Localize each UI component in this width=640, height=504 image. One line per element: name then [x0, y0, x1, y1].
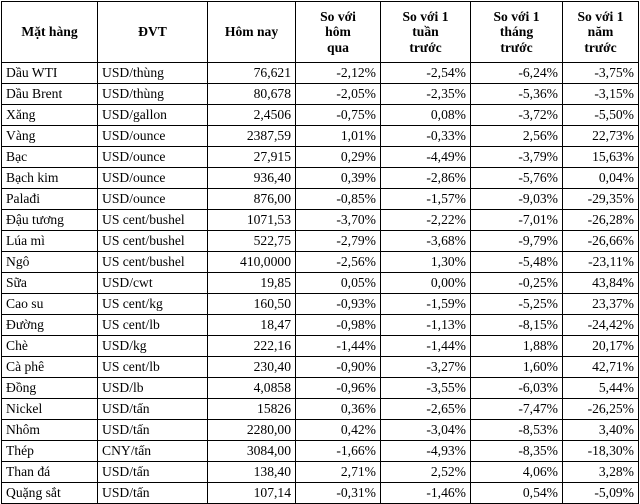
change-vs-yesterday: -0,93%: [296, 294, 381, 315]
change-vs-1-year: -26,28%: [563, 210, 639, 231]
unit-cell: USD/thùng: [98, 63, 208, 84]
change-vs-1-month: -8,53%: [471, 420, 563, 441]
change-vs-1-month: -3,72%: [471, 105, 563, 126]
change-vs-yesterday: -2,12%: [296, 63, 381, 84]
change-vs-yesterday: -0,75%: [296, 105, 381, 126]
change-vs-yesterday: -2,05%: [296, 84, 381, 105]
header-so-voi-1-nam: [563, 2, 639, 63]
table-row: [2, 420, 639, 441]
change-vs-1-year: 22,73%: [563, 126, 639, 147]
change-vs-yesterday: -0,96%: [296, 378, 381, 399]
header-line: trước: [409, 39, 442, 55]
change-vs-1-week: -1,59%: [381, 294, 471, 315]
change-vs-1-month: -7,01%: [471, 210, 563, 231]
price-today: 107,14: [208, 483, 296, 504]
table-row: [2, 63, 639, 84]
table-row: [2, 210, 639, 231]
change-vs-1-year: 15,63%: [563, 147, 639, 168]
commodity-name: Dầu WTI: [2, 63, 98, 84]
change-vs-yesterday: 0,29%: [296, 147, 381, 168]
change-vs-1-week: -3,55%: [381, 378, 471, 399]
change-vs-1-year: -5,09%: [563, 483, 639, 504]
change-vs-1-week: -1,57%: [381, 189, 471, 210]
header-line: Mặt hàng: [21, 24, 78, 40]
header-line: So với 1: [577, 8, 624, 24]
commodity-name: Xăng: [2, 105, 98, 126]
change-vs-1-year: -26,66%: [563, 231, 639, 252]
price-today: 936,40: [208, 168, 296, 189]
change-vs-1-week: -3,68%: [381, 231, 471, 252]
change-vs-1-month: -8,35%: [471, 441, 563, 462]
change-vs-1-year: -18,30%: [563, 441, 639, 462]
change-vs-1-month: -9,03%: [471, 189, 563, 210]
change-vs-1-year: 23,37%: [563, 294, 639, 315]
change-vs-1-year: -3,75%: [563, 63, 639, 84]
change-vs-1-week: -3,04%: [381, 420, 471, 441]
change-vs-1-month: -6,24%: [471, 63, 563, 84]
change-vs-1-year: -3,15%: [563, 84, 639, 105]
unit-cell: US cent/bushel: [98, 252, 208, 273]
commodity-name: Ngô: [2, 252, 98, 273]
price-today: 1071,53: [208, 210, 296, 231]
unit-cell: USD/tấn: [98, 462, 208, 483]
table-row: [2, 399, 639, 420]
commodity-name: Đậu tương: [2, 210, 98, 231]
price-today: 4,0858: [208, 378, 296, 399]
price-today: 222,16: [208, 336, 296, 357]
change-vs-yesterday: -1,66%: [296, 441, 381, 462]
change-vs-1-month: -0,25%: [471, 273, 563, 294]
unit-cell: USD/ounce: [98, 168, 208, 189]
header-line: So với: [320, 8, 356, 24]
price-today: 522,75: [208, 231, 296, 252]
change-vs-yesterday: -1,44%: [296, 336, 381, 357]
change-vs-yesterday: -0,90%: [296, 357, 381, 378]
header-hom-nay: [208, 2, 296, 63]
price-today: 15826: [208, 399, 296, 420]
change-vs-yesterday: -0,85%: [296, 189, 381, 210]
change-vs-1-month: -8,15%: [471, 315, 563, 336]
change-vs-1-year: -26,25%: [563, 399, 639, 420]
price-today: 876,00: [208, 189, 296, 210]
commodity-name: Palađi: [2, 189, 98, 210]
change-vs-1-month: 1,88%: [471, 336, 563, 357]
commodity-name: Than đá: [2, 462, 98, 483]
change-vs-1-month: -5,25%: [471, 294, 563, 315]
header-line: So với 1: [493, 8, 540, 24]
change-vs-1-month: -5,48%: [471, 252, 563, 273]
change-vs-1-week: -2,22%: [381, 210, 471, 231]
change-vs-1-year: 42,71%: [563, 357, 639, 378]
change-vs-1-week: -4,49%: [381, 147, 471, 168]
table-row: [2, 273, 639, 294]
commodity-name: Chè: [2, 336, 98, 357]
table-row: [2, 231, 639, 252]
change-vs-1-month: -6,03%: [471, 378, 563, 399]
change-vs-1-month: -3,79%: [471, 147, 563, 168]
commodity-name: Quặng sắt: [2, 483, 98, 504]
change-vs-1-month: 1,60%: [471, 357, 563, 378]
change-vs-1-year: 3,28%: [563, 462, 639, 483]
unit-cell: USD/tấn: [98, 483, 208, 504]
header-so-voi-1-thang: [471, 2, 563, 63]
unit-cell: USD/tấn: [98, 399, 208, 420]
price-today: 410,0000: [208, 252, 296, 273]
unit-cell: USD/ounce: [98, 147, 208, 168]
change-vs-yesterday: 0,39%: [296, 168, 381, 189]
header-line: hôm: [325, 24, 351, 40]
change-vs-yesterday: 0,42%: [296, 420, 381, 441]
price-today: 230,40: [208, 357, 296, 378]
header-line: qua: [327, 39, 349, 55]
header-line: trước: [500, 39, 533, 55]
change-vs-1-year: -5,50%: [563, 105, 639, 126]
table-row: [2, 294, 639, 315]
price-today: 76,621: [208, 63, 296, 84]
unit-cell: USD/kg: [98, 336, 208, 357]
table-row: [2, 315, 639, 336]
header-mat-hang: [2, 2, 98, 63]
change-vs-1-week: 0,00%: [381, 273, 471, 294]
price-today: 160,50: [208, 294, 296, 315]
commodity-name: Vàng: [2, 126, 98, 147]
header-dvt: [98, 2, 208, 63]
change-vs-yesterday: 1,01%: [296, 126, 381, 147]
price-today: 18,47: [208, 315, 296, 336]
change-vs-1-week: 2,52%: [381, 462, 471, 483]
change-vs-yesterday: 0,05%: [296, 273, 381, 294]
change-vs-1-week: -3,27%: [381, 357, 471, 378]
unit-cell: USD/lb: [98, 378, 208, 399]
header-line: So với 1: [402, 8, 449, 24]
table-row: [2, 378, 639, 399]
header-line: năm: [587, 24, 614, 40]
table-body: [2, 63, 639, 504]
unit-cell: USD/thùng: [98, 84, 208, 105]
table-row: [2, 168, 639, 189]
header-line: ĐVT: [138, 24, 167, 40]
change-vs-1-month: 2,56%: [471, 126, 563, 147]
unit-cell: US cent/bushel: [98, 210, 208, 231]
change-vs-1-week: -2,35%: [381, 84, 471, 105]
change-vs-1-year: 3,40%: [563, 420, 639, 441]
change-vs-1-year: 20,17%: [563, 336, 639, 357]
header-line: trước: [584, 39, 617, 55]
change-vs-1-week: -1,13%: [381, 315, 471, 336]
unit-cell: USD/tấn: [98, 420, 208, 441]
table-row: [2, 336, 639, 357]
change-vs-1-week: -1,44%: [381, 336, 471, 357]
commodity-name: Đường: [2, 315, 98, 336]
change-vs-1-month: -5,76%: [471, 168, 563, 189]
change-vs-1-week: -2,65%: [381, 399, 471, 420]
change-vs-yesterday: 0,36%: [296, 399, 381, 420]
change-vs-yesterday: -2,79%: [296, 231, 381, 252]
table-row: [2, 84, 639, 105]
price-today: 19,85: [208, 273, 296, 294]
unit-cell: US cent/kg: [98, 294, 208, 315]
header-line: tháng: [499, 24, 534, 40]
table-row: [2, 441, 639, 462]
change-vs-1-year: 5,44%: [563, 378, 639, 399]
table-row: [2, 357, 639, 378]
table-row: [2, 105, 639, 126]
unit-cell: US cent/lb: [98, 357, 208, 378]
price-today: 138,40: [208, 462, 296, 483]
change-vs-yesterday: -2,56%: [296, 252, 381, 273]
header-row: [2, 2, 639, 63]
change-vs-1-month: 4,06%: [471, 462, 563, 483]
header-so-voi-hom-qua: [296, 2, 381, 63]
price-today: 2280,00: [208, 420, 296, 441]
unit-cell: USD/ounce: [98, 126, 208, 147]
commodity-name: Bạc: [2, 147, 98, 168]
price-today: 3084,00: [208, 441, 296, 462]
commodity-name: Cao su: [2, 294, 98, 315]
commodity-name: Lúa mì: [2, 231, 98, 252]
price-today: 27,915: [208, 147, 296, 168]
commodity-price-table: [1, 1, 639, 504]
table-row: [2, 462, 639, 483]
unit-cell: USD/cwt: [98, 273, 208, 294]
commodity-name: Cà phê: [2, 357, 98, 378]
price-today: 2,4506: [208, 105, 296, 126]
unit-cell: US cent/bushel: [98, 231, 208, 252]
commodity-name: Thép: [2, 441, 98, 462]
change-vs-1-month: -9,79%: [471, 231, 563, 252]
change-vs-1-year: 0,04%: [563, 168, 639, 189]
unit-cell: USD/gallon: [98, 105, 208, 126]
header-line: Hôm nay: [224, 24, 279, 40]
commodity-name: Sữa: [2, 273, 98, 294]
change-vs-1-week: -2,86%: [381, 168, 471, 189]
change-vs-yesterday: -0,98%: [296, 315, 381, 336]
change-vs-1-year: 43,84%: [563, 273, 639, 294]
change-vs-1-week: -2,54%: [381, 63, 471, 84]
change-vs-1-year: -29,35%: [563, 189, 639, 210]
table-row: [2, 252, 639, 273]
commodity-name: Đồng: [2, 378, 98, 399]
change-vs-1-year: -24,42%: [563, 315, 639, 336]
change-vs-1-week: -4,93%: [381, 441, 471, 462]
table-row: [2, 189, 639, 210]
change-vs-1-month: -7,47%: [471, 399, 563, 420]
change-vs-1-week: -0,33%: [381, 126, 471, 147]
change-vs-1-month: 0,54%: [471, 483, 563, 504]
change-vs-1-week: 0,08%: [381, 105, 471, 126]
commodity-name: Dầu Brent: [2, 84, 98, 105]
table-row: [2, 126, 639, 147]
change-vs-1-month: -5,36%: [471, 84, 563, 105]
change-vs-1-week: 1,30%: [381, 252, 471, 273]
commodity-name: Nhôm: [2, 420, 98, 441]
change-vs-1-year: -23,11%: [563, 252, 639, 273]
table-row: [2, 147, 639, 168]
unit-cell: USD/ounce: [98, 189, 208, 210]
price-today: 2387,59: [208, 126, 296, 147]
table-row: [2, 483, 639, 504]
commodity-name: Nickel: [2, 399, 98, 420]
header-so-voi-1-tuan: [381, 2, 471, 63]
unit-cell: US cent/lb: [98, 315, 208, 336]
change-vs-yesterday: -0,31%: [296, 483, 381, 504]
unit-cell: CNY/tấn: [98, 441, 208, 462]
header-line: tuần: [412, 24, 439, 40]
commodity-name: Bạch kim: [2, 168, 98, 189]
change-vs-1-week: -1,46%: [381, 483, 471, 504]
change-vs-yesterday: 2,71%: [296, 462, 381, 483]
change-vs-yesterday: -3,70%: [296, 210, 381, 231]
price-today: 80,678: [208, 84, 296, 105]
